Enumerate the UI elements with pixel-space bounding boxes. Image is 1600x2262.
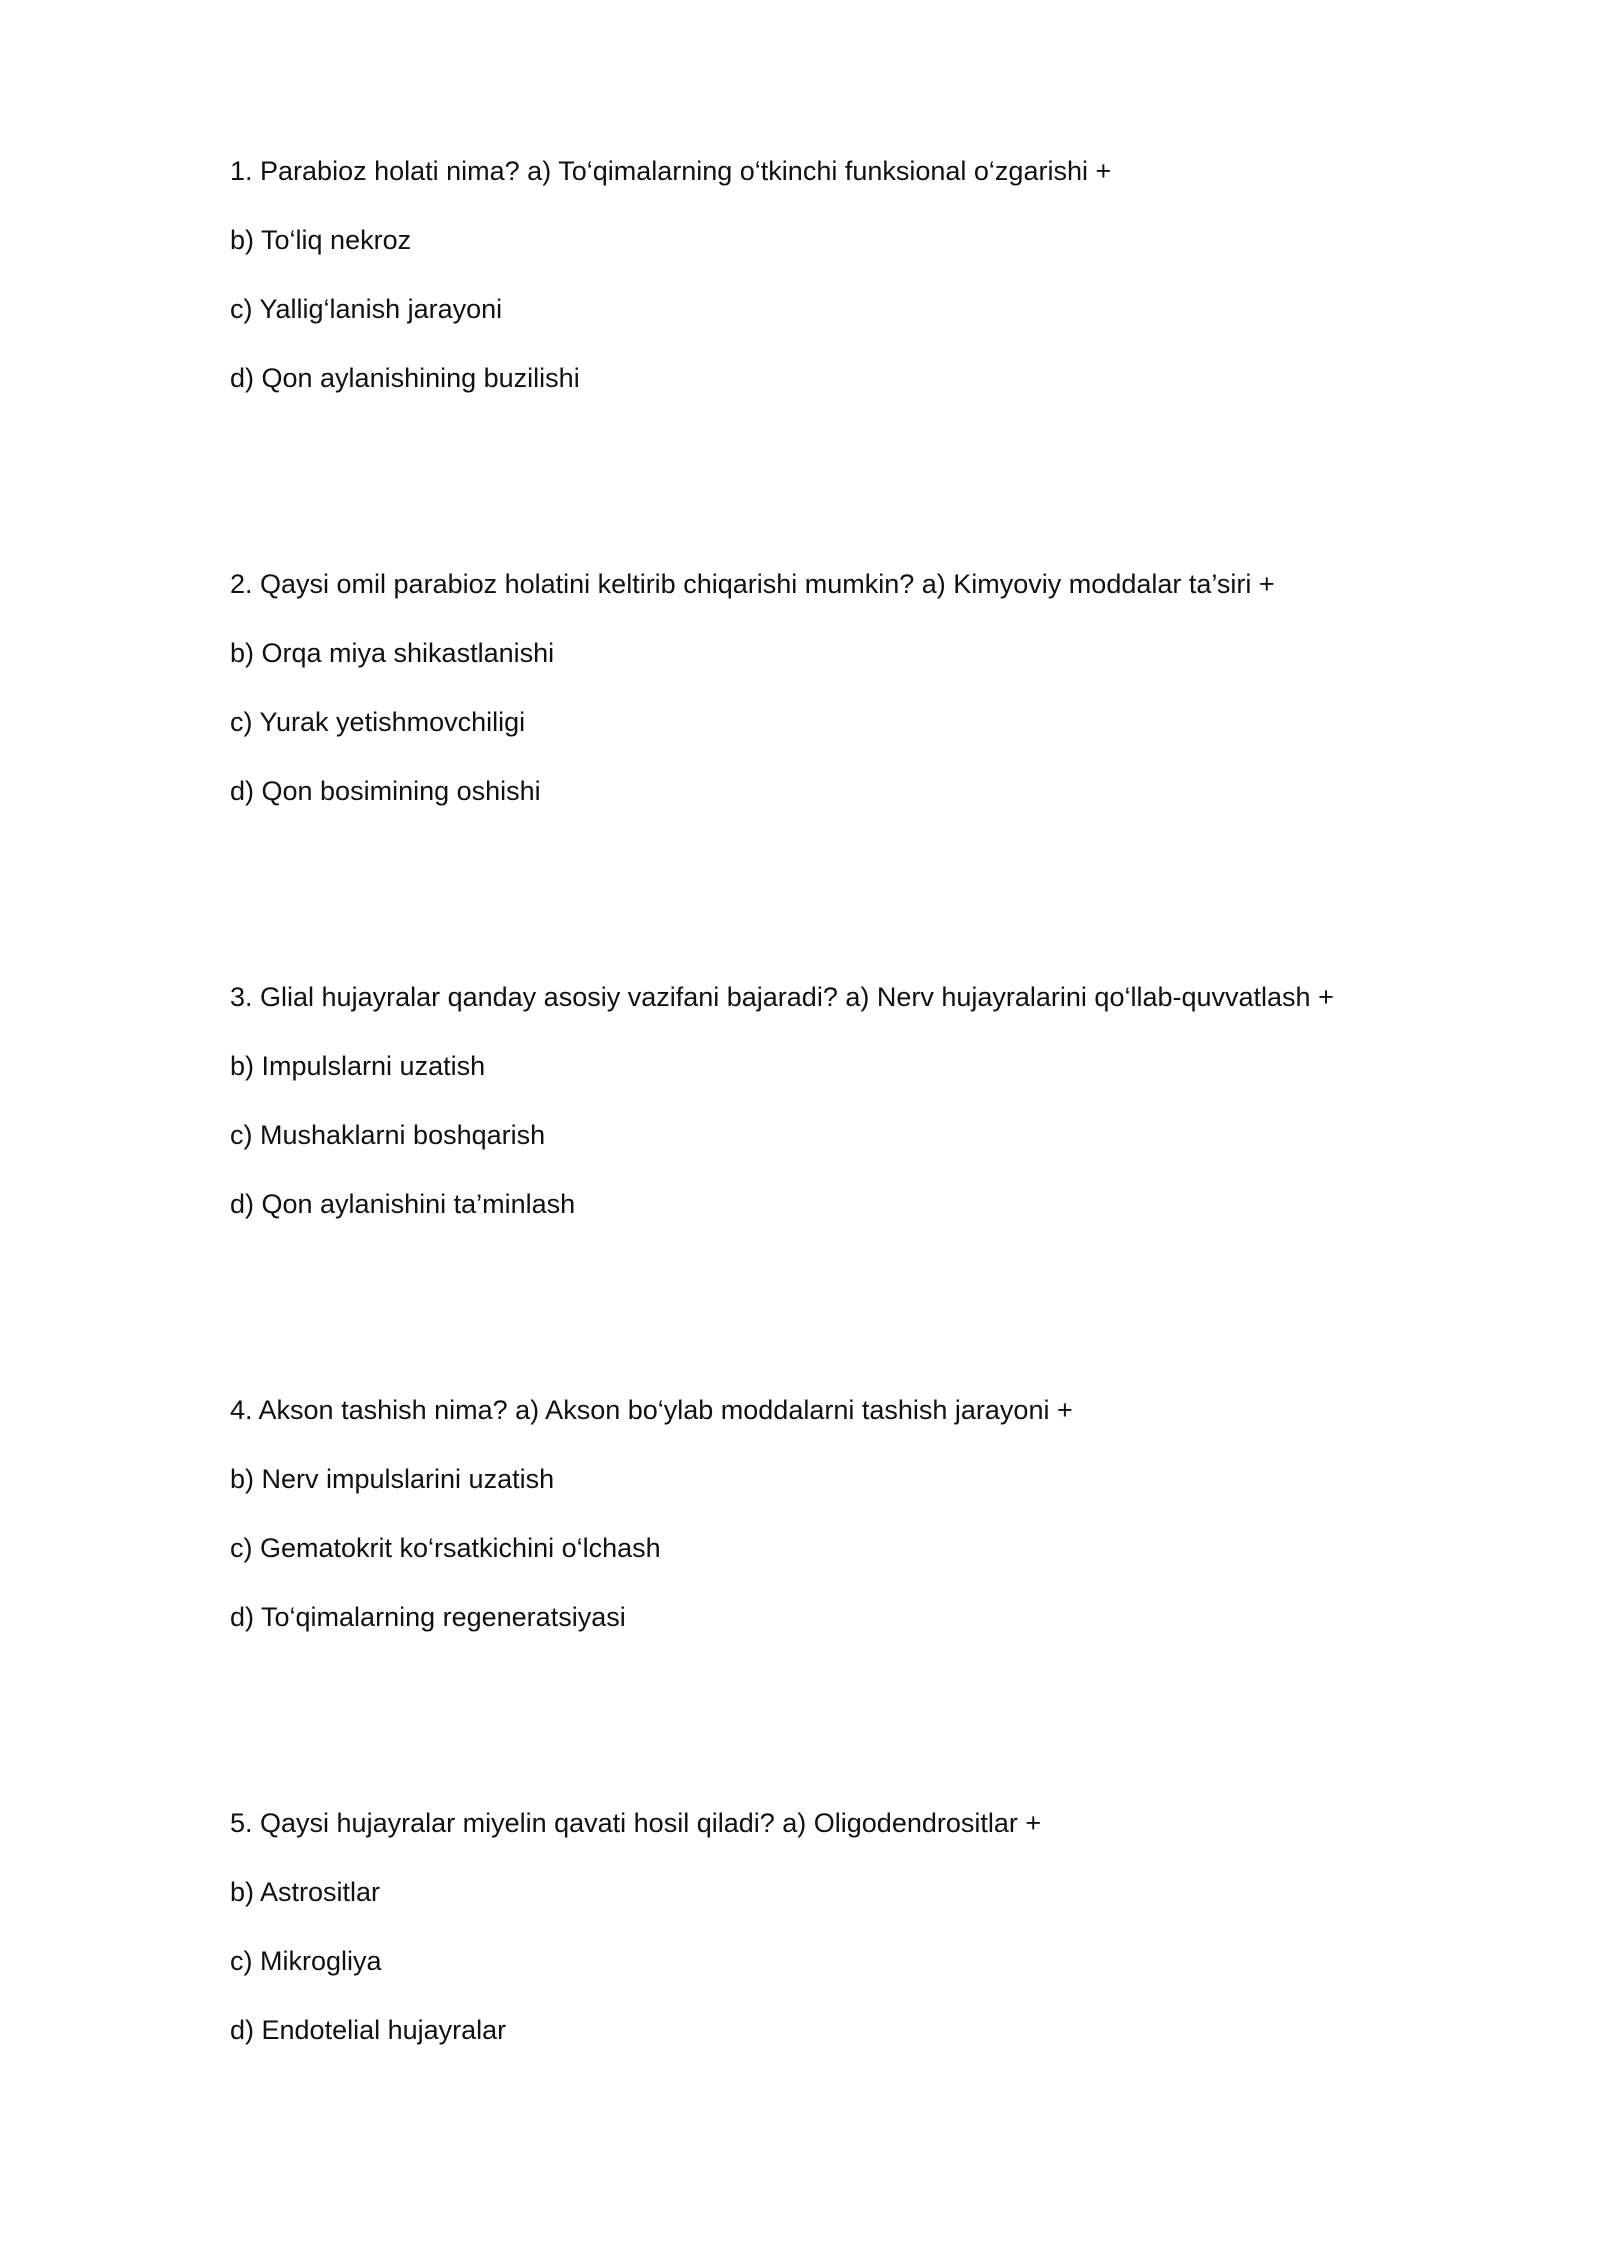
answer-option-b: b) Astrositlar — [230, 1877, 381, 1907]
question-2 — [230, 566, 1430, 809]
question-stem: 4. Akson tashish nima? a) Akson bo‘ylab moddalarni tashish jarayoni + — [230, 1395, 1073, 1425]
answer-option-c: c) Mushaklarni boshqarish — [230, 1120, 546, 1150]
question-1 — [230, 153, 1430, 396]
question-4 — [230, 1392, 1430, 1635]
answer-option-c: c) Yallig‘lanish jarayoni — [230, 294, 503, 324]
answer-option-d: d) Qon bosimining oshishi — [230, 776, 541, 806]
question-stem: 3. Glial hujayralar qanday asosiy vazifani bajaradi? a) Nerv hujayralarini qo‘llab-quvvatlash + — [230, 982, 1334, 1012]
question-stem: 5. Qaysi hujayralar miyelin qavati hosil qiladi? a) Oligodendrositlar + — [230, 1808, 1042, 1838]
answer-option-d: d) Endotelial hujayralar — [230, 2015, 507, 2045]
answer-option-b: b) Nerv impulslarini uzatish — [230, 1464, 555, 1494]
answer-option-b: b) To‘liq nekroz — [230, 225, 412, 255]
answer-option-c: c) Yurak yetishmovchiligi — [230, 707, 526, 737]
answer-option-d: d) Qon aylanishining buzilishi — [230, 363, 580, 393]
answer-option-d: d) Qon aylanishini ta’minlash — [230, 1189, 576, 1219]
answer-option-c: c) Mikrogliya — [230, 1946, 382, 1976]
answer-option-b: b) Orqa miya shikastlanishi — [230, 638, 555, 668]
question-5 — [230, 1805, 1430, 2048]
answer-option-c: c) Gematokrit ko‘rsatkichini o‘lchash — [230, 1533, 661, 1563]
question-stem: 1. Parabioz holati nima? a) To‘qimalarning o‘tkinchi funksional o‘zgarishi + — [230, 156, 1112, 186]
answer-option-d: d) To‘qimalarning regeneratsiyasi — [230, 1602, 626, 1632]
question-3 — [230, 979, 1430, 1222]
question-stem: 2. Qaysi omil parabioz holatini keltirib chiqarishi mumkin? a) Kimyoviy moddalar ta’siri + — [230, 569, 1275, 599]
answer-option-b: b) Impulslarni uzatish — [230, 1051, 486, 1081]
